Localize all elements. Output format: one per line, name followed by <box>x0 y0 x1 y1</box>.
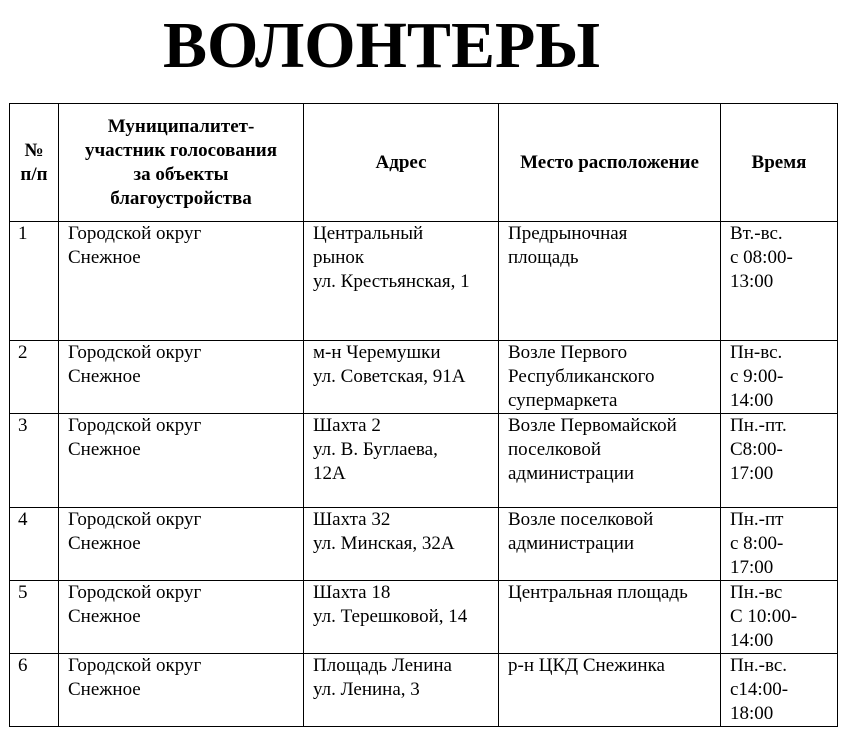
cell-location <box>499 654 721 727</box>
row-address: Центральный рынок ул. Крестьянская, 1 <box>313 223 470 292</box>
row-address: Площадь Ленина ул. Ленина, 3 <box>313 655 452 700</box>
cell-address <box>304 581 499 654</box>
row-municipality: Городской округ Снежное <box>68 415 202 460</box>
row-location: Предрыночная площадь <box>508 223 628 268</box>
cell-address <box>304 341 499 414</box>
header-time <box>721 104 838 222</box>
row-address: Шахта 18 ул. Терешковой, 14 <box>313 582 468 627</box>
cell-num <box>10 414 59 508</box>
header-address <box>304 104 499 222</box>
row-municipality: Городской округ Снежное <box>68 582 202 627</box>
row-number: 3 <box>18 415 28 436</box>
row-municipality: Городской округ Снежное <box>68 655 202 700</box>
header-location <box>499 104 721 222</box>
row-time: Пн.-вс С 10:00- 14:00 <box>730 582 798 651</box>
row-municipality: Городской округ Снежное <box>68 509 202 554</box>
header-num-label: № п/п <box>20 139 48 185</box>
cell-num <box>10 508 59 581</box>
cell-municipality <box>59 508 304 581</box>
cell-address <box>304 508 499 581</box>
volunteer-schedule-table <box>9 103 838 727</box>
cell-municipality <box>59 341 304 414</box>
cell-address <box>304 222 499 341</box>
row-time: Пн.-пт. С8:00- 17:00 <box>730 415 787 484</box>
cell-time <box>721 508 838 581</box>
cell-location <box>499 581 721 654</box>
cell-num <box>10 581 59 654</box>
cell-time <box>721 341 838 414</box>
row-location: Центральная площадь <box>508 582 688 603</box>
cell-municipality <box>59 222 304 341</box>
header-num <box>10 104 59 222</box>
row-location: Возле Первого Республиканского супермаркета <box>508 342 655 411</box>
header-time-label: Время <box>751 151 807 173</box>
cell-time <box>721 581 838 654</box>
header-municipality-label: Муниципалитет- участник голосования за объекты благоустройства <box>84 115 278 209</box>
row-number: 1 <box>18 223 28 244</box>
header-location-label: Место расположение <box>520 151 699 173</box>
table-row <box>10 508 838 581</box>
table-row <box>10 414 838 508</box>
cell-location <box>499 341 721 414</box>
cell-location <box>499 508 721 581</box>
row-address: м-н Черемушки ул. Советская, 91А <box>313 342 466 387</box>
table-row <box>10 654 838 727</box>
row-location: Возле Первомайской поселковой администрации <box>508 415 677 484</box>
row-time: Пн.-пт с 8:00- 17:00 <box>730 509 784 578</box>
row-time: Пн.-вс. с14:00- 18:00 <box>730 655 789 724</box>
table-row <box>10 581 838 654</box>
page-title: ВОЛОНТЕРЫ <box>163 9 601 82</box>
cell-num <box>10 222 59 341</box>
row-municipality: Городской округ Снежное <box>68 342 202 387</box>
row-number: 5 <box>18 582 28 603</box>
row-municipality: Городской округ Снежное <box>68 223 202 268</box>
cell-num <box>10 341 59 414</box>
header-address-label: Адрес <box>375 151 427 173</box>
row-location: Возле поселковой администрации <box>508 509 654 554</box>
header-municipality <box>59 104 304 222</box>
cell-time <box>721 654 838 727</box>
cell-num <box>10 654 59 727</box>
cell-address <box>304 414 499 508</box>
table-header <box>10 104 838 222</box>
row-address: Шахта 2 ул. В. Буглаева, 12А <box>313 415 438 484</box>
cell-address <box>304 654 499 727</box>
header-row <box>10 104 838 222</box>
row-address: Шахта 32 ул. Минская, 32А <box>313 509 455 554</box>
cell-municipality <box>59 581 304 654</box>
row-time: Вт.-вс. с 08:00- 13:00 <box>730 223 793 292</box>
cell-time <box>721 222 838 341</box>
table-row <box>10 341 838 414</box>
row-number: 4 <box>18 509 28 530</box>
cell-municipality <box>59 654 304 727</box>
cell-location <box>499 414 721 508</box>
cell-municipality <box>59 414 304 508</box>
cell-time <box>721 414 838 508</box>
row-number: 6 <box>18 655 28 676</box>
cell-location <box>499 222 721 341</box>
table-row <box>10 222 838 341</box>
table-body <box>10 222 838 727</box>
row-time: Пн-вс. с 9:00- 14:00 <box>730 342 784 411</box>
row-number: 2 <box>18 342 28 363</box>
row-location: р-н ЦКД Снежинка <box>508 655 665 676</box>
